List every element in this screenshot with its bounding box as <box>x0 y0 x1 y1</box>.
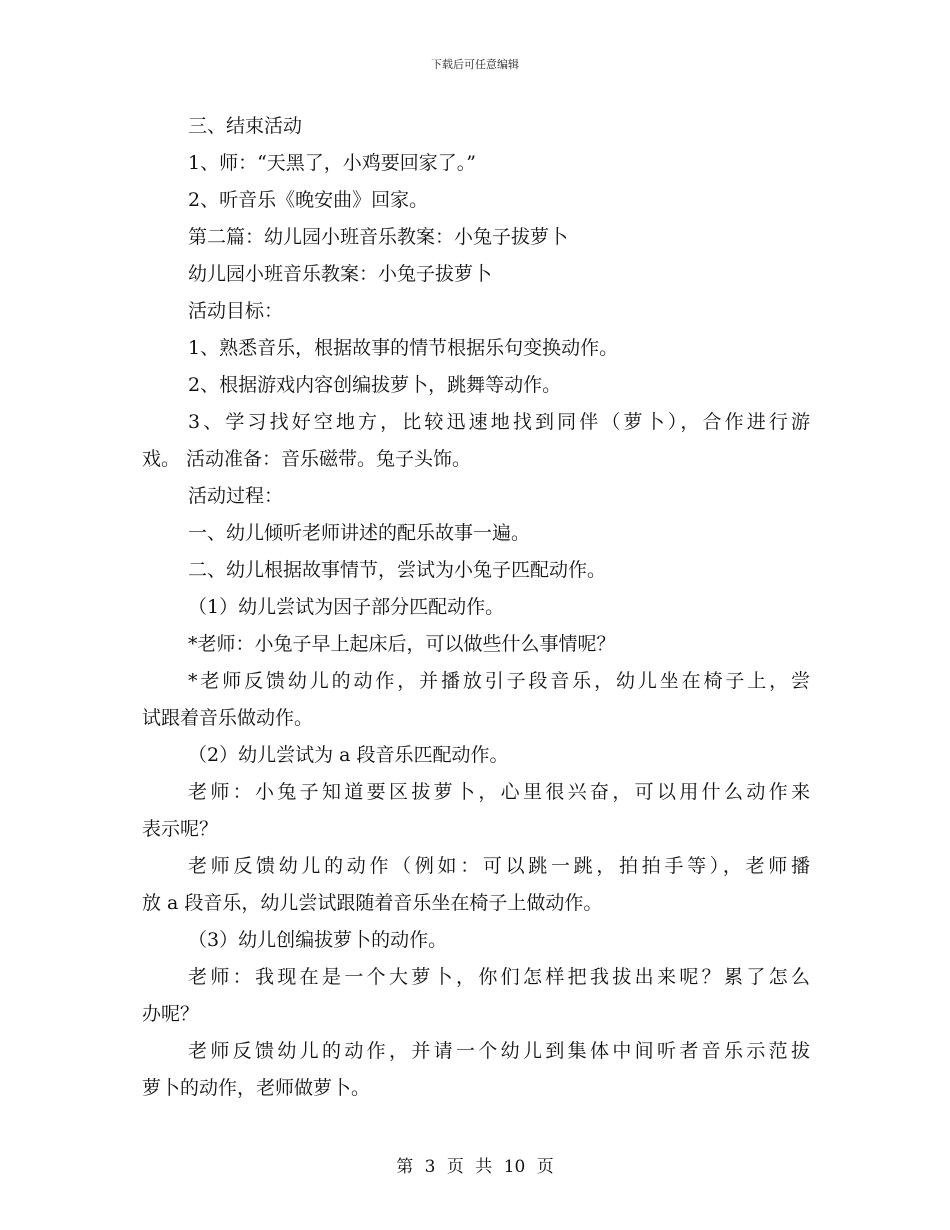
paragraph-line: 一、幼儿倾听老师讲述的配乐故事一遍。 <box>188 522 531 544</box>
paragraph-line: 试跟着音乐做动作。 <box>142 707 314 729</box>
section-title: 第二篇：幼儿园小班音乐教案：小兔子拔萝卜 <box>188 226 569 248</box>
paragraph-line: 二、幼儿根据故事情节，尝试为小兔子匹配动作。 <box>188 559 607 581</box>
paragraph-line: 活动目标： <box>188 300 284 322</box>
paragraph-line: （2）幼儿尝试为 a 段音乐匹配动作。 <box>188 744 509 766</box>
document-body <box>142 108 810 1107</box>
paragraph-line: 2、根据游戏内容创编拔萝卜，跳舞等动作。 <box>188 374 562 396</box>
lesson-title: 幼儿园小班音乐教案：小兔子拔萝卜 <box>188 263 493 285</box>
paragraph-line: （3）幼儿创编拔萝卜的动作。 <box>188 929 448 951</box>
paragraph-line: 萝卜的动作，老师做萝卜。 <box>142 1077 371 1099</box>
paragraph-line: 戏。 活动准备：音乐磁带。兔子头饰。 <box>142 448 472 470</box>
paragraph-line: 三、结束活动 <box>188 115 303 137</box>
paragraph-line: 老师：我现在是一个大萝卜，你们怎样把我拔出来呢？累了怎么 <box>188 966 810 988</box>
paragraph-line: *老师：小兔子早上起床后，可以做些什么事情呢？ <box>188 633 616 655</box>
paragraph-line: 老师反馈幼儿的动作（例如：可以跳一跳，拍拍手等），老师播 <box>188 855 810 877</box>
paragraph-line: 1、师：“天黑了，小鸡要回家了。” <box>188 152 477 174</box>
paragraph-line: 1、熟悉音乐，根据故事的情节根据乐句变换动作。 <box>188 337 619 359</box>
paragraph-line: 活动过程： <box>188 485 284 507</box>
paragraph-line: 办呢？ <box>142 1003 200 1025</box>
paragraph-line: 放 a 段音乐，幼儿尝试跟随着音乐坐在椅子上做动作。 <box>142 892 603 914</box>
paragraph-line: 老师反馈幼儿的动作，并请一个幼儿到集体中间听者音乐示范拔 <box>188 1040 810 1062</box>
page-header-note: 下载后可任意编辑 <box>431 58 519 71</box>
paragraph-line: *老师反馈幼儿的动作，并播放引子段音乐，幼儿坐在椅子上，尝 <box>188 670 810 692</box>
page-number: 第 3 页 共 10 页 <box>396 1157 554 1177</box>
paragraph-line: 3、学习找好空地方，比较迅速地找到同伴（萝卜），合作进行游 <box>188 411 810 433</box>
paragraph-line: 表示呢？ <box>142 818 219 840</box>
paragraph-line: （1）幼儿尝试为因子部分匹配动作。 <box>188 596 505 618</box>
paragraph-line: 老师：小兔子知道要区拔萝卜，心里很兴奋，可以用什么动作来 <box>188 781 810 803</box>
paragraph-line: 2、听音乐《晚安曲》回家。 <box>188 189 429 211</box>
